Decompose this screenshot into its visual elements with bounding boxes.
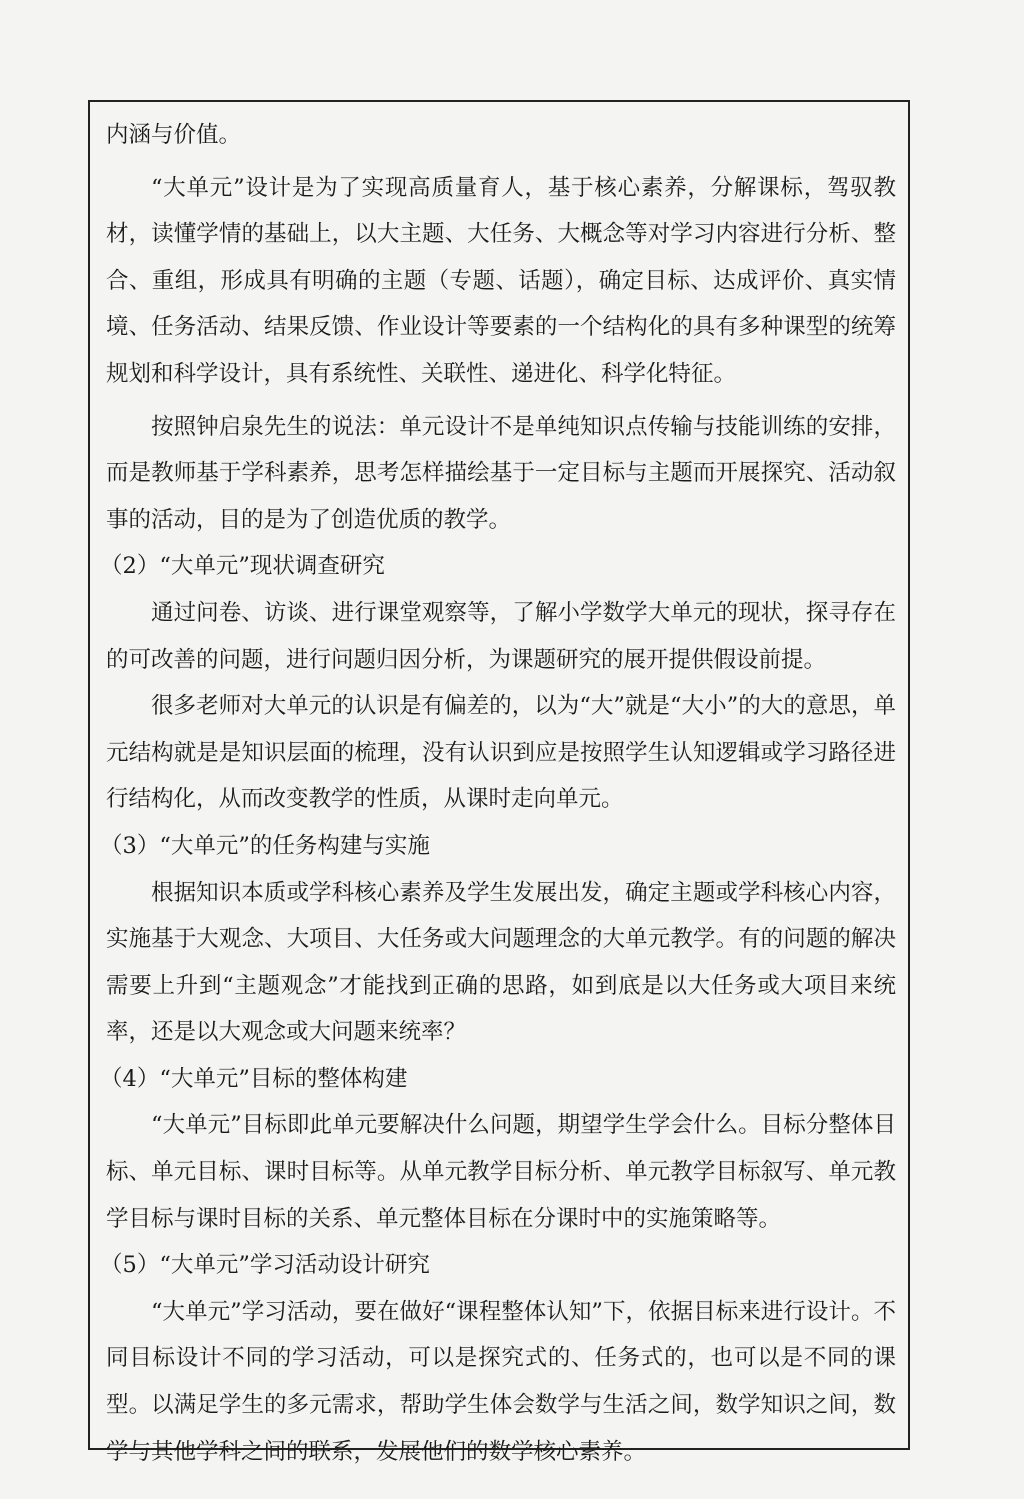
paragraph-continuation: 内涵与价值。 — [106, 122, 242, 148]
document-body — [100, 112, 896, 1475]
paragraph-goals: “大单元”目标即此单元要解决什么问题，期望学生学会什么。目标分整体目标、单元目标、课时目标等。从单元教学目标分析、单元教学目标叙写、单元教学目标与课时目标的关系、单元整体目标在分课时中的实施策略等。 — [106, 1112, 896, 1232]
section-heading-2: （2）“大单元”现状调查研究 — [100, 553, 385, 580]
paragraph-survey: 通过问卷、访谈、进行课堂观察等，了解小学数学大单元的现状，探寻存在的可改善的问题，进行问题归因分析，为课题研究的展开提供假设前提。 — [106, 599, 896, 673]
section-heading-4: （4）“大单元”目标的整体构建 — [100, 1065, 408, 1092]
section-heading-5: （5）“大单元”学习活动设计研究 — [100, 1252, 430, 1279]
paragraph-misconception: 很多老师对大单元的认识是有偏差的，以为“大”就是“大小”的大的意思，单元结构就是是知识层面的梳理，没有认识到应是按照学生认知逻辑或学习路径进行结构化，从而改变教学的性质，从课时走向单元。 — [106, 693, 896, 813]
paragraph-task: 根据知识本质或学科核心素养及学生发展出发，确定主题或学科核心内容，实施基于大观念、大项目、大任务或大问题理念的大单元教学。有的问题的解决需要上升到“主题观念”才能找到正确的思路，如到底是以大任务或大项目来统率，还是以大观念或大问题来统率？ — [106, 879, 896, 1046]
section-heading-3: （3）“大单元”的任务构建与实施 — [100, 832, 430, 859]
paragraph-quote: 按照钟启泉先生的说法：单元设计不是单纯知识点传输与技能训练的安排，而是教师基于学科素养，思考怎样描绘基于一定目标与主题而开展探究、活动叙事的活动，目的是为了创造优质的教学。 — [106, 413, 896, 533]
paragraph-activities: “大单元”学习活动，要在做好“课程整体认知”下，依据目标来进行设计。不同目标设计不同的学习活动，可以是探究式的、任务式的，也可以是不同的课型。以满足学生的多元需求，帮助学生体会数学与生活之间，数学知识之间，数学与其他学科之间的联系，发展他们的数学核心素养。 — [106, 1298, 896, 1465]
paragraph-definition: “大单元”设计是为了实现高质量育人，基于核心素养，分解课标，驾驭教材，读懂学情的基础上，以大主题、大任务、大概念等对学习内容进行分析、整合、重组，形成具有明确的主题（专题、话题），确定目标、达成评价、真实情境、任务活动、结果反馈、作业设计等要素的一个结构化的具有多种课型的统筹规划和科学设计，具有系统性、关联性、递进化、科学化特征。 — [106, 174, 896, 387]
